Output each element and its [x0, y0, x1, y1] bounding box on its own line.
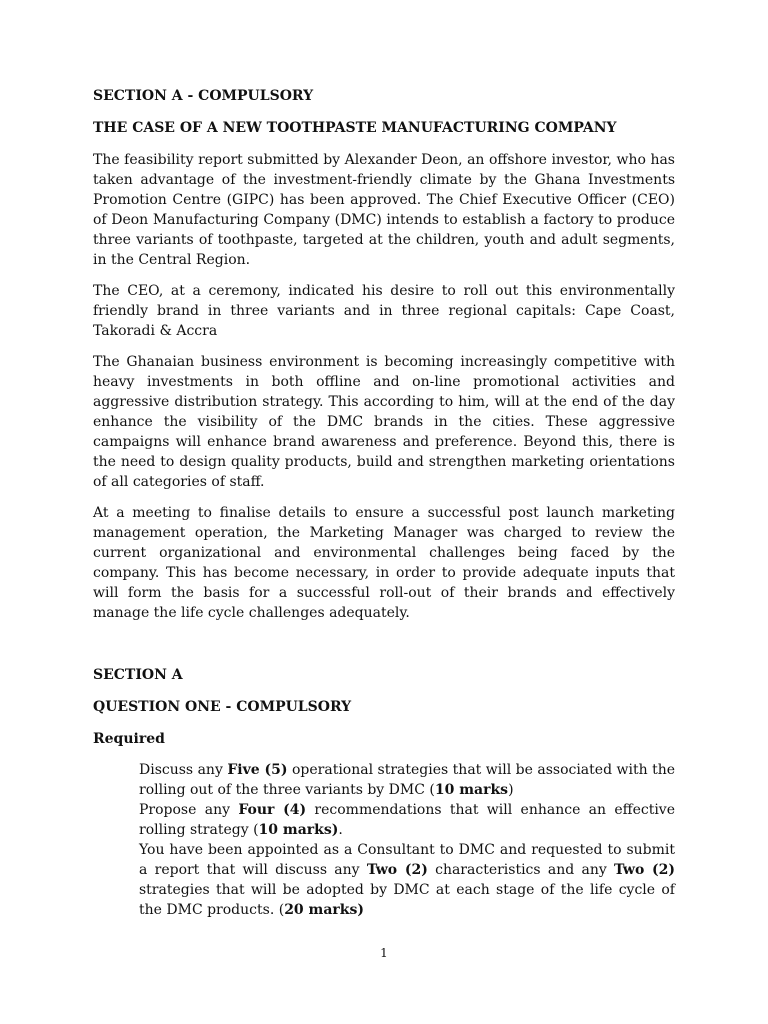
page-number: 1	[380, 946, 388, 960]
question-item-3: You have been appointed as a Consultant to DMC and requested to submit a report that will discuss any Two (2) characteristics and any Two (2) strategies that will be adopted by DMC at each stage of the life cycle of the DMC products. (20 marks)	[139, 842, 675, 918]
question-list	[93, 760, 675, 920]
required-label: Required	[93, 731, 165, 747]
case-title: THE CASE OF A NEW TOOTHPASTE MANUFACTURING COMPANY	[93, 120, 617, 136]
paragraph-ceo: The CEO, at a ceremony, indicated his desire to roll out this environmentally friendly brand in three variants and in three regional capitals: Cape Coast, Takoradi & Accra	[93, 283, 675, 339]
question-title: QUESTION ONE - COMPULSORY	[93, 699, 352, 715]
section-title: SECTION A - COMPULSORY	[93, 88, 314, 104]
question-item-2: Propose any Four (4) recommendations that will enhance an effective rolling strategy (10 marks).	[139, 802, 675, 838]
paragraph-intro: The feasibility report submitted by Alexander Deon, an offshore investor, who has taken advantage of the investment-friendly climate by the Ghana Investments Promotion Centre (GIPC) has been approved. The Chief Executive Officer (CEO) of Deon Manufacturing Company (DMC) intends to establish a factory to produce three variants of toothpaste, targeted at the children, youth and adult segments, in the Central Region.	[93, 152, 675, 268]
paragraph-environment: The Ghanaian business environment is becoming increasingly competitive with heavy investments in both offline and on-line promotional activities and aggressive distribution strategy. This according to him, will at the end of the day enhance the visibility of the DMC brands in the cities. These aggressive campaigns will enhance brand awareness and preference. Beyond this, there is the need to design quality products, build and strengthen marketing orientations of all categories of staff.	[93, 354, 675, 490]
paragraph-meeting: At a meeting to finalise details to ensure a successful post launch marketing management operation, the Marketing Manager was charged to review the current organizational and environmental challenges being faced by the company. This has become necessary, in order to provide adequate inputs that will form the basis for a successful roll-out of their brands and effectively manage the life cycle challenges adequately.	[93, 505, 675, 621]
question-item-1: Discuss any Five (5) operational strategies that will be associated with the rolling out of the three variants by DMC (10 marks)	[139, 762, 675, 798]
section-a-heading: SECTION A	[93, 667, 183, 683]
page-content	[93, 86, 675, 920]
